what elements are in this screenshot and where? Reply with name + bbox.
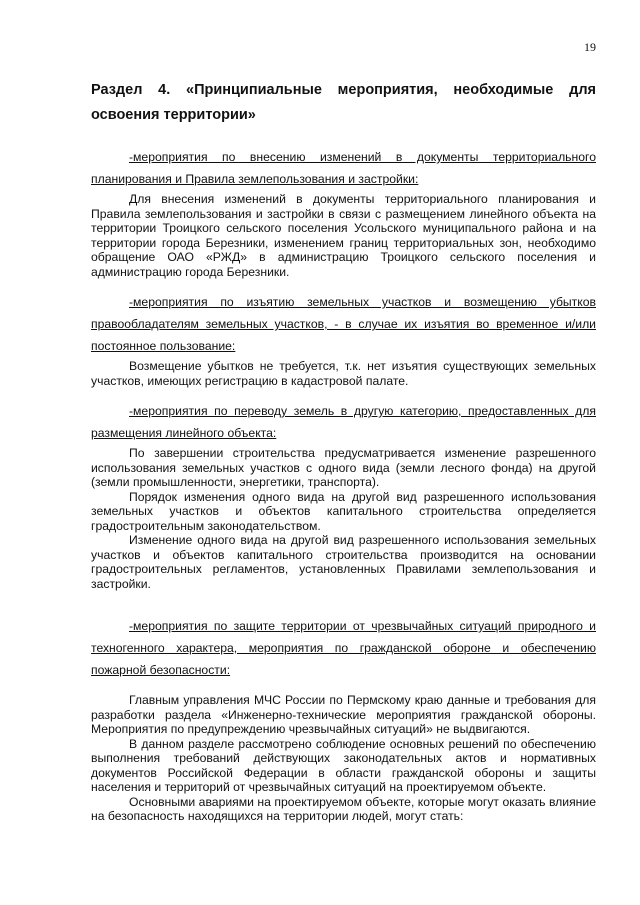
- subheading-land-category-transfer: -мероприятия по переводу земель в другую категорию, предоставленных для размещения линейного объекта:: [91, 404, 596, 440]
- paragraph: Главным управления МЧС России по Пермскому краю данные и требования для разработки раздела «Инженерно-технические мероприятия гражданской обороны. Мероприятия по предупреждению чрезвычайных ситуаций» не выдвигаются.: [91, 693, 596, 736]
- section-title: Раздел 4. «Принципиальные мероприятия, необходимые для освоения территории»: [91, 82, 596, 123]
- subheading-emergency-protection: -мероприятия по защите территории от чрезвычайных ситуаций природного и техногенного характера, мероприятия по гражданской обороне и обеспечению пожарной безопасности:: [91, 619, 596, 677]
- subheading-land-seizure: -мероприятия по изъятию земельных участков и возмещению убытков правообладателям земельных участков, - в случае их изъятия во временное и/или постоянное пользование:: [91, 295, 596, 353]
- paragraph: Основными авариями на проектируемом объекте, которые могут оказать влияние на безопасность находящихся на территории людей, могут стать:: [91, 794, 596, 823]
- paragraph: Возмещение убытков не требуется, т.к. нет изъятия существующих земельных участков, имеющих регистрацию в кадастровой палате.: [91, 359, 596, 388]
- document-body: [91, 78, 596, 824]
- paragraph: По завершении строительства предусматривается изменение разрешенного использования земельных участков с одного вида (земли лесного фонда) на другой (земли промышленности, энергетики, транспорта).: [91, 446, 596, 489]
- page-number: 19: [584, 40, 596, 54]
- paragraph: Порядок изменения одного вида на другой вид разрешенного использования земельных участков и объектов капитального строительства определяется градостроительным законодательством.: [91, 489, 596, 533]
- paragraph: В данном разделе рассмотрено соблюдение основных решений по обеспечению выполнения требований действующих законодательных актов и нормативных документов Российской Федерации в области гражданской обороны и защиты населения и территорий от чрезвычайных ситуаций на проектируемом объекте.: [91, 736, 596, 794]
- subheading-planning-changes: -мероприятия по внесению изменений в документы территориального планирования и Правила землепользования и застройки:: [91, 150, 596, 186]
- paragraph: Изменение одного вида на другой вид разрешенного использования земельных участков и объектов капитального строительства производится на основании градостроительных регламентов, установленных Правилами землепользования и застройки.: [91, 533, 596, 591]
- paragraph: Для внесения изменений в документы территориального планирования и Правила землепользования и застройки в связи с размещением линейного объекта на территории Троицкого сельского поселения Усольского муниципального района и на территории города Березники, изменением границ территориальных зон, необходимо обращение ОАО «РЖД» в администрацию Троицкого сельского поселения и администрацию города Березники.: [91, 192, 596, 279]
